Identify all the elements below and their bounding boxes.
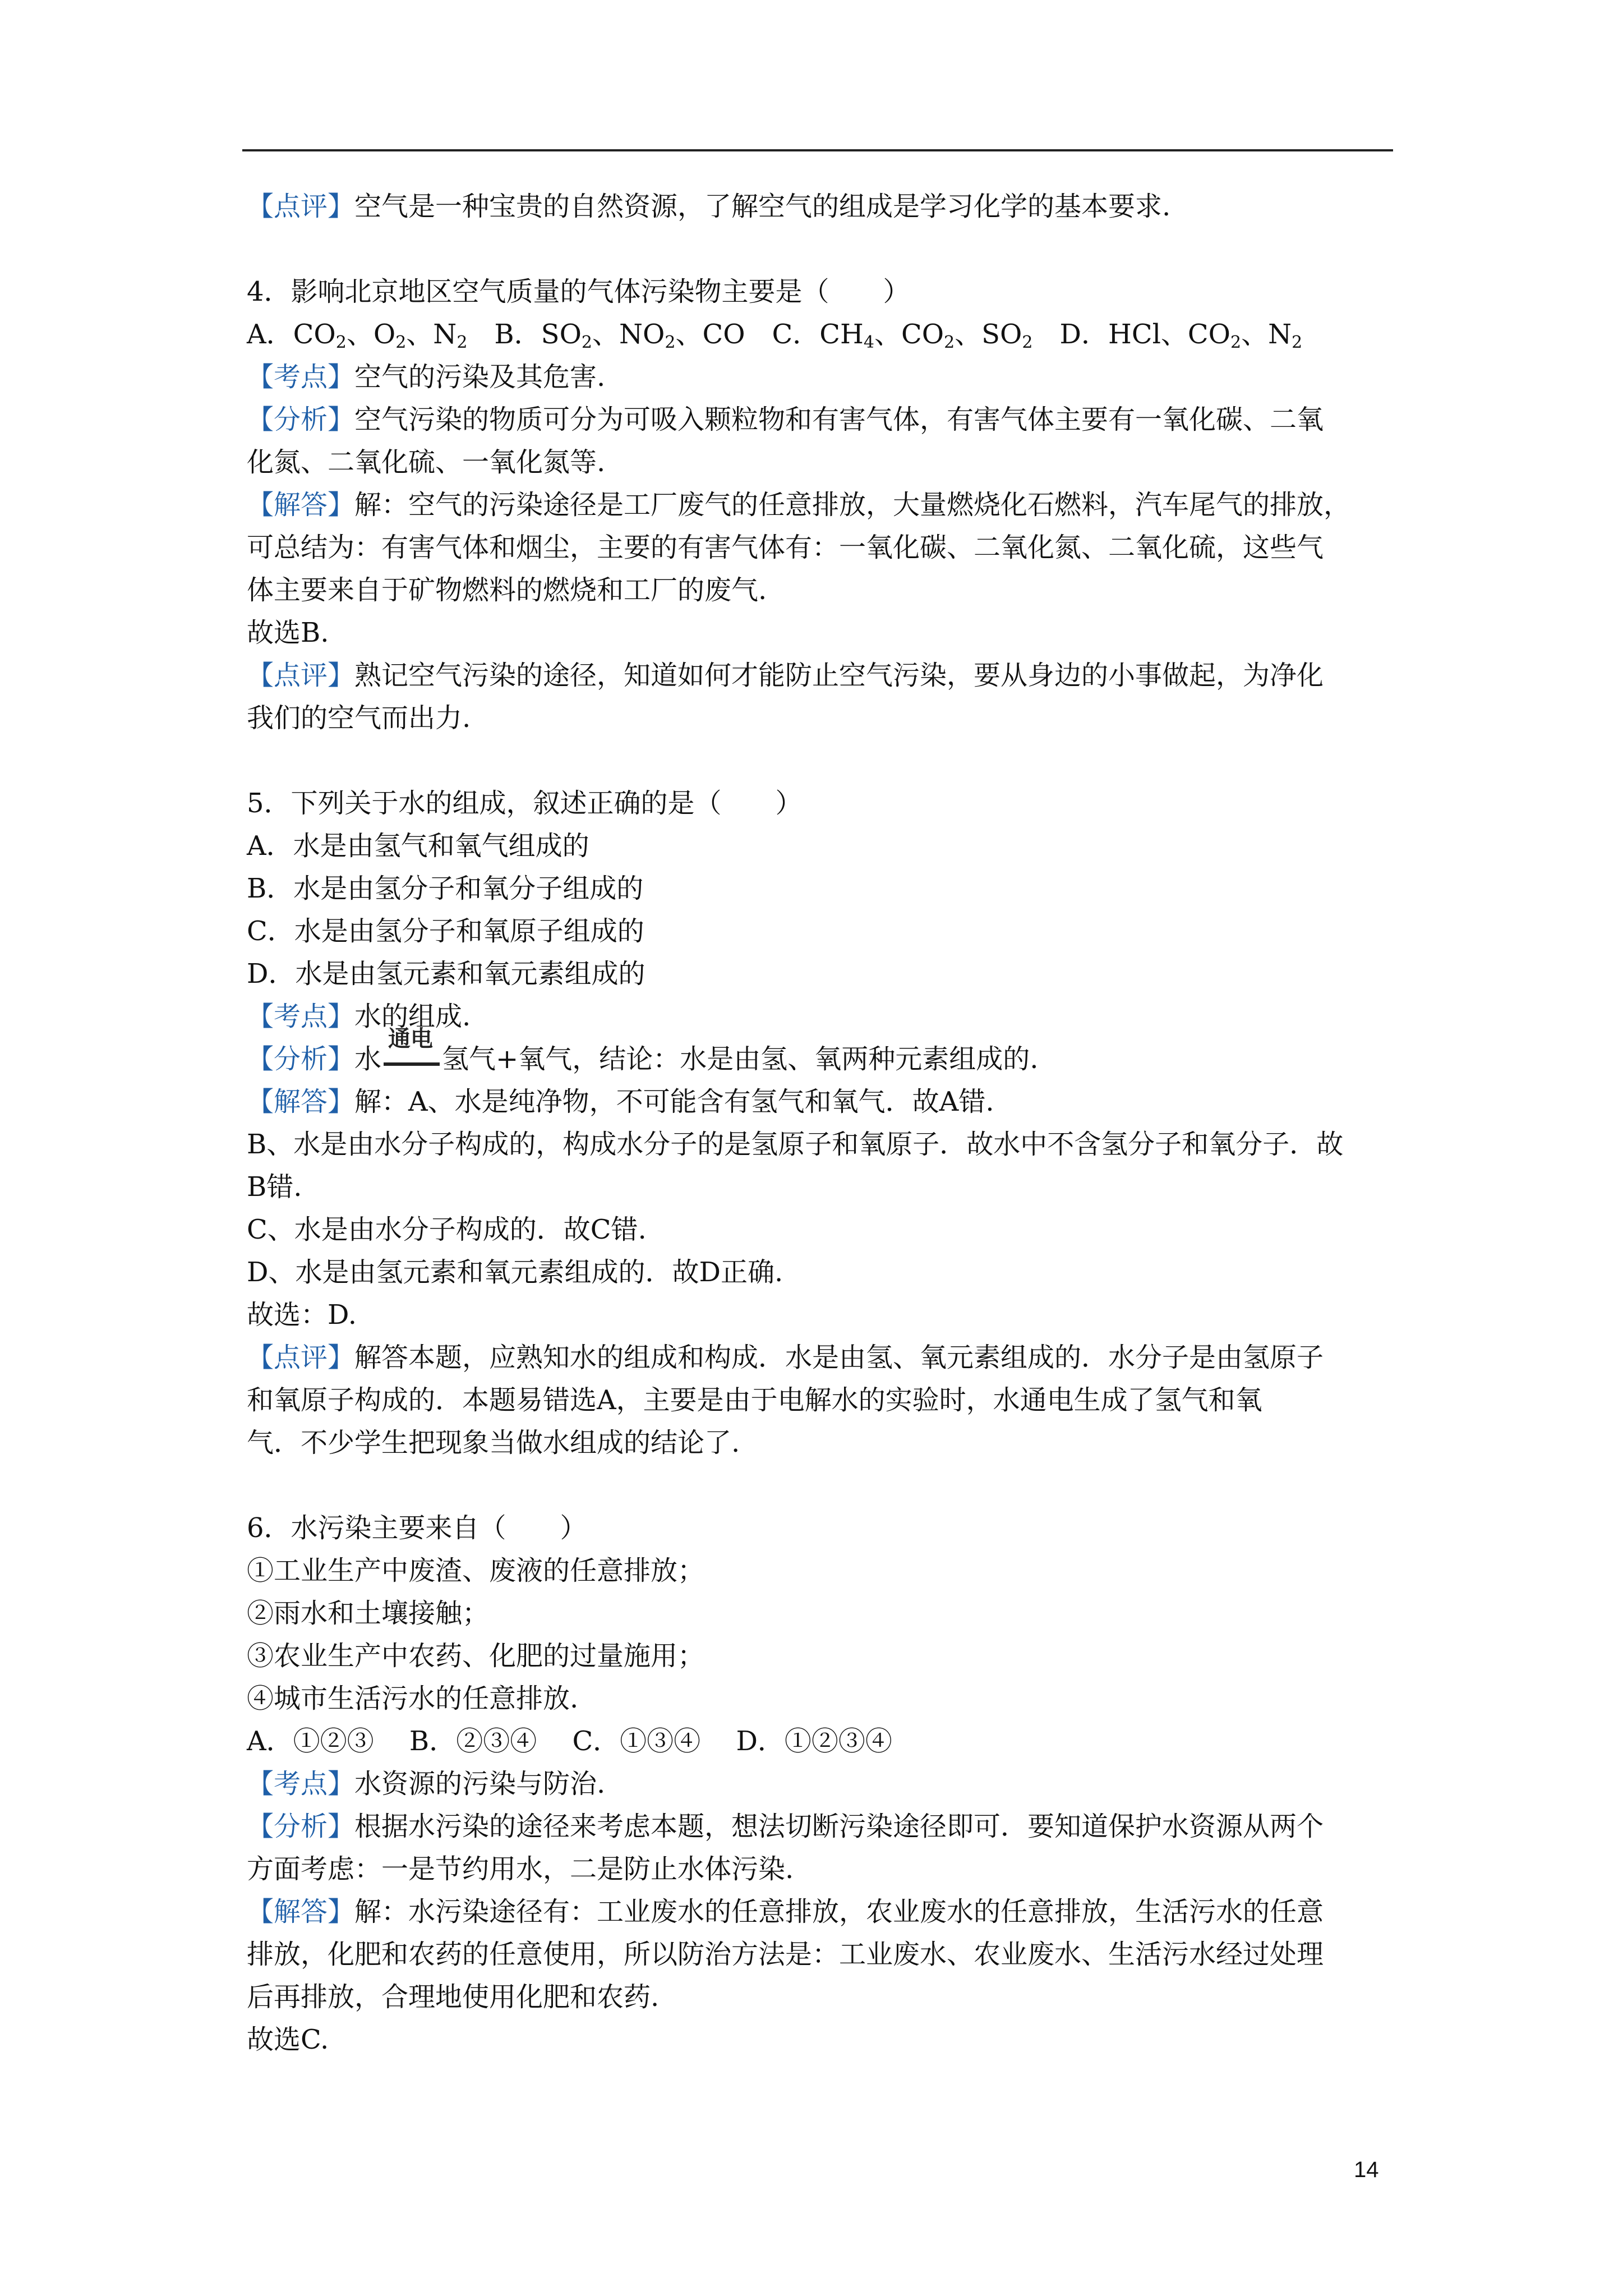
- q5-jieda: 【解答】解：A、水是纯净物，不可能含有氢气和氧气．故A错.: [247, 1086, 994, 1117]
- q5-fenxi: 【分析】水 通电 氢气+氧气，结论：水是由氢、氧两种元素组成的.: [247, 1025, 1039, 1075]
- q6-options: A．①②③ B．②③④ C．①③④ D．①②③④: [247, 1726, 892, 1757]
- q6-fenxi-cont: 方面考虑：一是节约用水，二是防止水体污染.: [247, 1853, 794, 1885]
- dianping-text: 空气是一种宝贵的自然资源，了解空气的组成是学习化学的基本要求.: [354, 191, 1171, 222]
- q4-answer: 故选B.: [247, 617, 329, 648]
- q6-item-3: ③农业生产中农药、化肥的过量施用；: [247, 1640, 705, 1672]
- q4-stem: 4．影响北京地区空气质量的气体污染物主要是（ ）: [247, 276, 910, 307]
- q5-stem: 5．下列关于水的组成，叙述正确的是（ ）: [247, 788, 803, 819]
- q5-dianping-cont: 和氧原子构成的．本题易错选A，主要是由于电解水的实验时，水通电生成了氢气和氧: [247, 1384, 1262, 1416]
- q4-dianping: 【点评】熟记空气污染的途径，知道如何才能防止空气污染，要从身边的小事做起，为净化: [247, 660, 1324, 691]
- fenxi-label: 【分析】: [247, 1811, 355, 1842]
- kaodian-label: 【考点】: [247, 361, 355, 393]
- q6-jieda: 【解答】解：水污染途径有：工业废水的任意排放，农业废水的任意排放，生活污水的任意: [247, 1896, 1324, 1927]
- dianping-label: 【点评】: [247, 660, 355, 691]
- q5-jieda-cont: C、水是由水分子构成的．故C错.: [247, 1214, 647, 1245]
- q6-jieda-cont: 后再排放，合理地使用化肥和农药.: [247, 1981, 660, 2013]
- q4-jieda: 【解答】解：空气的污染途径是工厂废气的任意排放，大量燃烧化石燃料，汽车尾气的排放，: [247, 489, 1351, 521]
- fenxi-label: 【分析】: [247, 1043, 355, 1075]
- dianping-label: 【点评】: [247, 1342, 355, 1373]
- jieda-label: 【解答】: [247, 1896, 355, 1927]
- q5-jieda-cont: D、水是由氢元素和氧元素组成的．故D正确.: [247, 1257, 783, 1288]
- q5-option-d: D．水是由氢元素和氧元素组成的: [247, 958, 645, 990]
- q6-item-2: ②雨水和土壤接触；: [247, 1598, 490, 1629]
- q5-option-c: C．水是由氢分子和氧原子组成的: [247, 915, 644, 947]
- q6-kaodian: 【考点】水资源的污染与防治.: [247, 1768, 606, 1800]
- q5-answer: 故选：D.: [247, 1299, 357, 1331]
- page-number: 14: [1354, 2157, 1379, 2182]
- q4-fenxi-cont: 化氮、二氧化硫、一氧化氮等.: [247, 447, 606, 478]
- q6-answer: 故选C.: [247, 2024, 329, 2055]
- q6-stem: 6．水污染主要来自（ ）: [247, 1512, 587, 1544]
- header-rule: [242, 149, 1393, 151]
- q5-kaodian: 【考点】水的组成.: [247, 1001, 471, 1032]
- q6-jieda-cont: 排放，化肥和农药的任意使用，所以防治方法是：工业废水、农业废水、生活污水经过处理: [247, 1939, 1324, 1970]
- q4-options: A．$CO_2$、$O_2$、$N_2$ B．$SO_2$、$NO_2$、CO C．$CH_4$、$CO_2$、$SO_2$ D．HCl、$CO_2$、$N_2$: [247, 319, 1303, 352]
- q5-jieda-cont: B错.: [247, 1171, 302, 1203]
- q6-item-1: ①工业生产中废渣、废液的任意排放；: [247, 1555, 705, 1586]
- q5-jieda-cont: B、水是由水分子构成的，构成水分子的是氢原子和氧原子．故水中不含氢分子和氧分子．故: [247, 1129, 1344, 1160]
- q6-fenxi: 【分析】根据水污染的途径来考虑本题，想法切断污染途径即可．要知道保护水资源从两个: [247, 1811, 1324, 1842]
- dianping-label: 【点评】: [247, 191, 355, 222]
- q4-dianping-cont: 我们的空气而出力.: [247, 702, 471, 734]
- q4-kaodian: 【考点】空气的污染及其危害.: [247, 361, 606, 393]
- q4-fenxi: 【分析】空气污染的物质可分为可吸入颗粒物和有害气体，有害气体主要有一氧化碳、二氧: [247, 404, 1324, 435]
- kaodian-label: 【考点】: [247, 1768, 355, 1800]
- document-body: [247, 185, 1391, 2061]
- jieda-label: 【解答】: [247, 489, 355, 521]
- jieda-label: 【解答】: [247, 1086, 355, 1117]
- q5-option-b: B．水是由氢分子和氧分子组成的: [247, 873, 644, 904]
- q5-dianping-cont: 气．不少学生把现象当做水组成的结论了.: [247, 1427, 740, 1458]
- q4-jieda-cont: 可总结为：有害气体和烟尘，主要的有害气体有：一氧化碳、二氧化氮、二氧化硫，这些气: [247, 532, 1324, 563]
- electrolysis-arrow: [384, 1025, 440, 1073]
- arrow-condition-label: 通电: [388, 1025, 434, 1052]
- q4-jieda-cont: 体主要来自于矿物燃料的燃烧和工厂的废气.: [247, 574, 767, 606]
- q5-option-a: A．水是由氢气和氧气组成的: [247, 830, 589, 862]
- q5-dianping: 【点评】解答本题，应熟知水的组成和构成．水是由氢、氧元素组成的．水分子是由氢原子: [247, 1342, 1324, 1373]
- q6-item-4: ④城市生活污水的任意排放.: [247, 1683, 579, 1714]
- fenxi-label: 【分析】: [247, 404, 355, 435]
- intro-dianping: [247, 185, 1391, 228]
- kaodian-label: 【考点】: [247, 1001, 355, 1032]
